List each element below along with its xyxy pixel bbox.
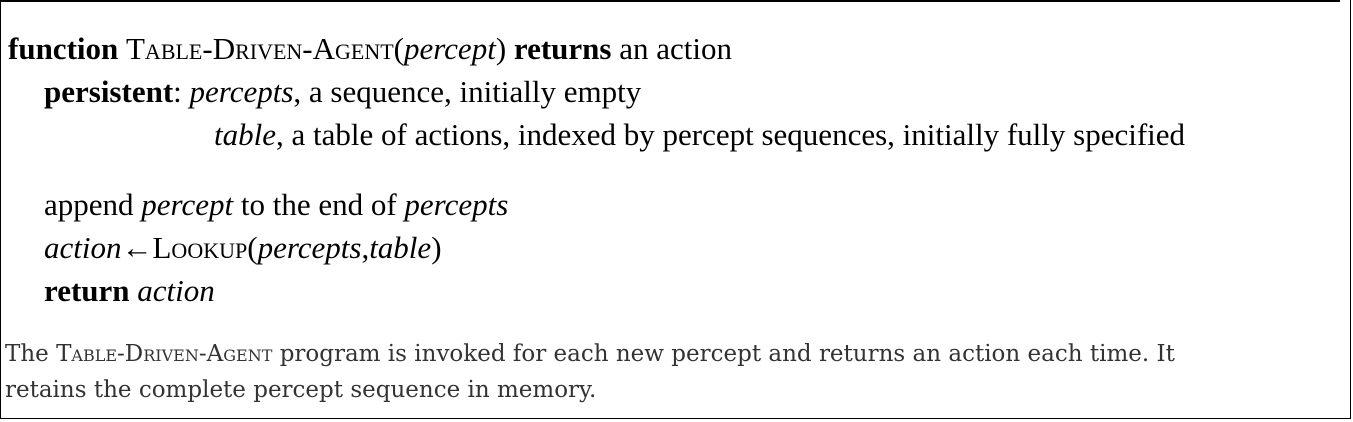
caption-agent-name: Table-Driven-Agent xyxy=(56,341,273,367)
paren-close: ) xyxy=(495,31,507,66)
var-table: table xyxy=(214,117,276,152)
return-action: action xyxy=(137,273,215,308)
function-name: Table-Driven-Agent xyxy=(126,31,394,66)
keyword-returns: returns xyxy=(513,31,612,66)
append-middle: to the end of xyxy=(240,187,397,222)
algorithm-line-signature xyxy=(8,27,732,70)
keyword-persistent: persistent xyxy=(44,74,174,109)
lookup-paren-close: ) xyxy=(431,230,442,265)
caption-prefix: The xyxy=(5,341,49,367)
var-action: action xyxy=(44,230,122,265)
lookup-arg-table: table xyxy=(369,230,432,265)
algorithm-line-append xyxy=(44,183,508,226)
function-lookup: Lookup xyxy=(152,230,248,265)
figure-caption xyxy=(5,336,1345,408)
var-percept: percept xyxy=(141,187,234,222)
caption-text-line1: program is invoked for each new percept and returns an action each time. It xyxy=(279,341,1175,367)
keyword-function: function xyxy=(8,31,119,66)
var-percepts: percepts xyxy=(189,74,294,109)
algorithm-line-persistent xyxy=(44,70,641,113)
param-percept: percept xyxy=(404,31,496,66)
assign-arrow: ← xyxy=(121,230,153,265)
returns-description: an action xyxy=(619,31,732,66)
persistent-colon: : xyxy=(173,74,182,109)
algorithm-line-lookup xyxy=(44,226,442,269)
percepts-description: , a sequence, initially empty xyxy=(293,74,642,109)
append-text: append xyxy=(44,187,134,222)
keyword-return: return xyxy=(44,273,130,308)
lookup-paren-open: ( xyxy=(247,230,258,265)
algorithm-line-return xyxy=(44,269,215,312)
caption-text-line2: retains the complete percept sequence in memory. xyxy=(5,377,597,403)
lookup-comma: , xyxy=(361,230,370,265)
algorithm-line-table xyxy=(214,113,1185,156)
paren-open: ( xyxy=(393,31,404,66)
table-description: , a table of actions, indexed by percept sequences, initially fully specified xyxy=(276,117,1186,152)
lookup-arg-percepts: percepts xyxy=(257,230,362,265)
var-percepts-target: percepts xyxy=(404,187,509,222)
